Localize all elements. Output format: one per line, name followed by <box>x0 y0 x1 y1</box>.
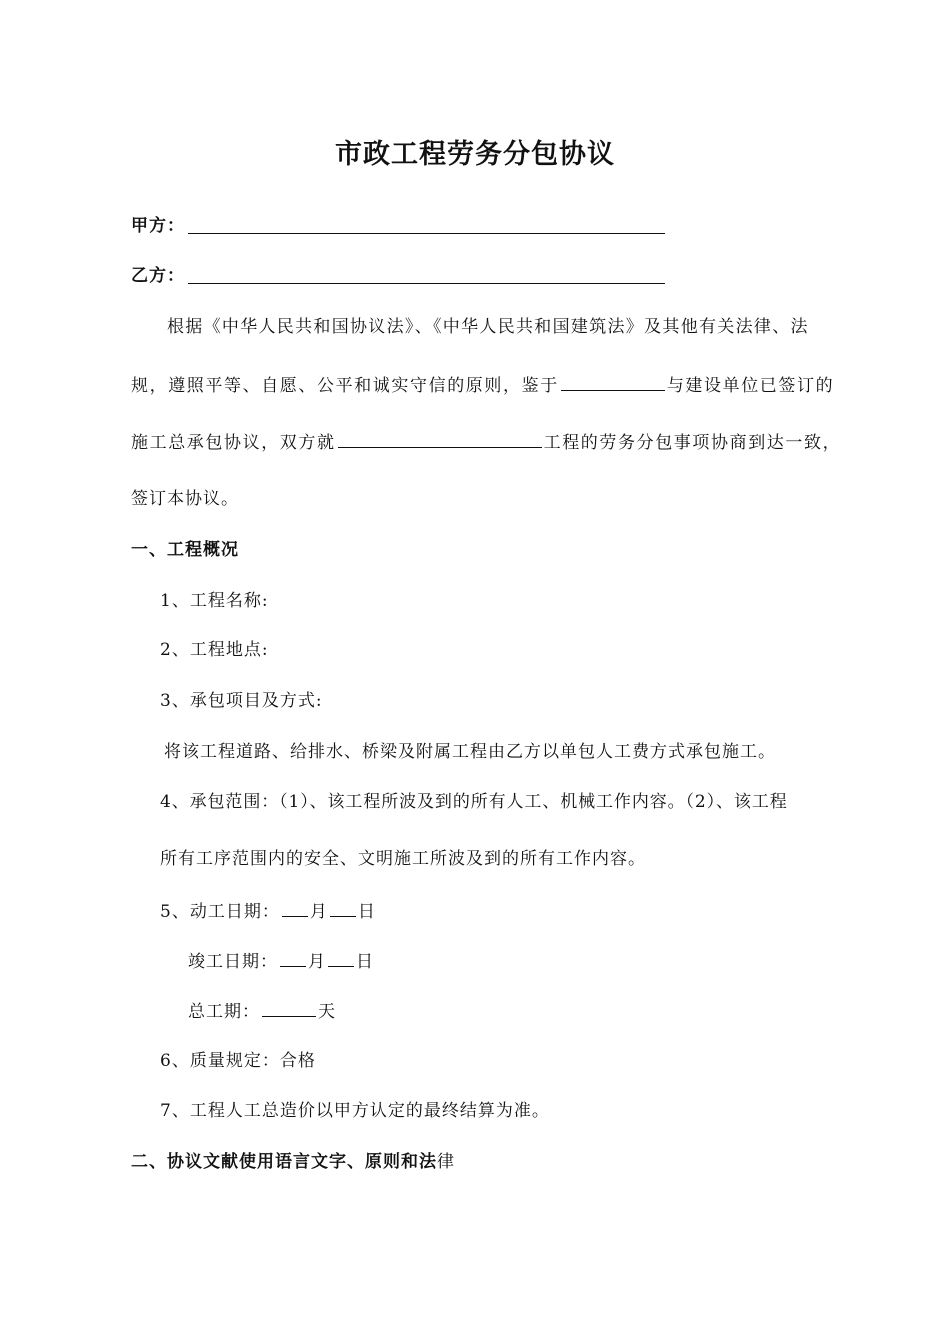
start-month-label: 月 <box>309 902 328 922</box>
start-month-blank <box>282 898 308 917</box>
project-blank <box>338 429 542 448</box>
end-day-label: 日 <box>356 952 374 972</box>
intro-line-1: 根据《中华人民共和国协议法》、《中华人民共和国建筑法》及其他有关法律、法 <box>167 317 809 337</box>
section1-heading: 一、工程概况 <box>131 540 239 560</box>
party-a-label: 甲方： <box>131 216 185 236</box>
document-title: 市政工程劳务分包协议 <box>335 139 615 170</box>
total-duration-label: 总工期： <box>188 1002 260 1022</box>
intro-line-3 <box>131 429 841 455</box>
intro-line-4: 签订本协议。 <box>131 489 239 509</box>
intro-line-2-start: 规，遵照平等、自愿、公平和诚实守信的原则，鉴于 <box>131 376 559 396</box>
item4-line-1: 4、承包范围：（1）、该工程所波及到的所有人工、机械工作内容。（2）、该工程 <box>160 792 788 812</box>
item4-line-2: 所有工序范围内的安全、文明施工所波及到的所有工作内容。 <box>160 849 646 869</box>
end-month-blank <box>280 948 306 967</box>
item7-total-cost: 7、工程人工总造价以甲方认定的最终结算为准。 <box>160 1101 550 1121</box>
section2-heading-bold: 二、协议文献使用语言文字、原则和法 <box>131 1152 437 1172</box>
item3-text: 将该工程道路、给排水、桥梁及附属工程由乙方以单包人工费方式承包施工。 <box>164 742 776 762</box>
end-day-blank <box>328 948 354 967</box>
item5-end-date <box>188 948 374 974</box>
item1-project-name: 1、工程名称: <box>160 591 269 611</box>
party-b-blank <box>188 283 665 284</box>
start-day-label: 日 <box>357 902 376 922</box>
item3-contract-method: 3、承包项目及方式: <box>160 691 323 711</box>
intro-line-3-end: 工程的劳务分包事项协商到达一致， <box>543 433 842 453</box>
item2-project-location: 2、工程地点: <box>160 640 269 660</box>
end-date-label: 竣工日期： <box>188 952 278 972</box>
item6-quality: 6、质量规定：合格 <box>160 1051 316 1071</box>
section2-heading-tail: 律 <box>437 1152 455 1172</box>
section2-heading <box>131 1150 455 1174</box>
grantor-blank <box>561 372 665 391</box>
item5-total-duration <box>188 998 336 1024</box>
end-month-label: 月 <box>308 952 326 972</box>
intro-line-2 <box>131 372 834 398</box>
total-days-unit: 天 <box>318 1002 336 1022</box>
item5-start-date <box>160 898 376 924</box>
party-a-blank <box>188 233 665 234</box>
intro-line-2-end: 与建设单位已签订的 <box>666 376 835 396</box>
intro-line-3-start: 施工总承包协议，双方就 <box>131 433 336 453</box>
start-day-blank <box>330 898 356 917</box>
start-date-label: 5、动工日期： <box>160 902 280 922</box>
party-b-label: 乙方： <box>131 266 185 286</box>
total-days-blank <box>262 998 316 1017</box>
